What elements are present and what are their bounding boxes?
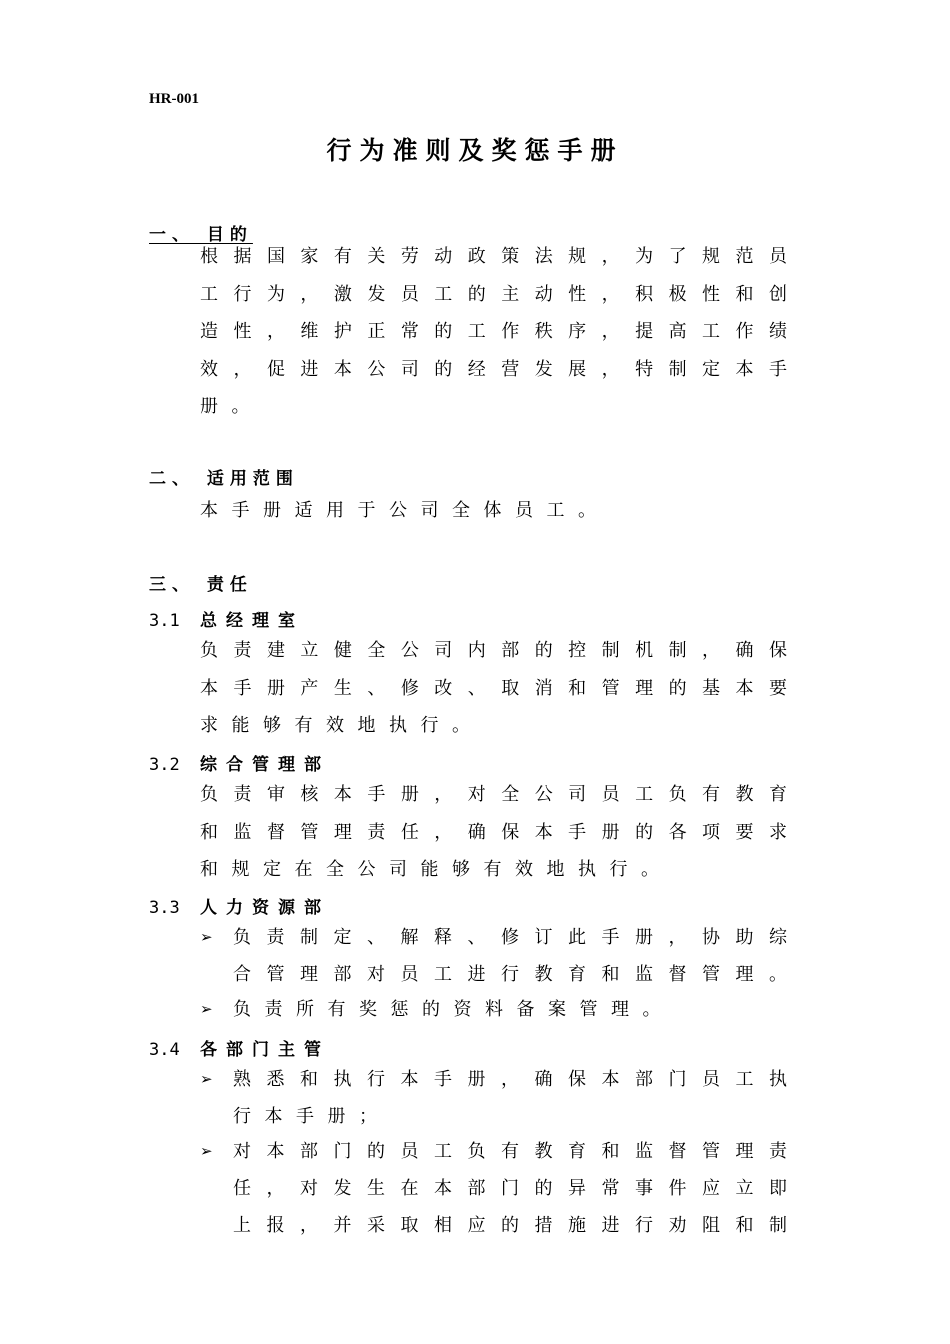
bullet-arrow-icon: ➢ [200, 1070, 213, 1088]
text-line: 造性，维护正常的工作秩序，提高工作绩 [200, 321, 788, 342]
subsection-heading-3-1 [149, 606, 304, 631]
subsection-3-1-body [200, 632, 788, 745]
subsection-heading-3-4 [149, 1035, 330, 1060]
text-line: 上报，并采取相应的措施进行劝阻和制 [233, 1215, 788, 1236]
bullet-item [200, 1133, 788, 1244]
text-line: 熟悉和执行本手册，确保本部门员工执 [233, 1069, 788, 1090]
document-title: 行为准则及奖惩手册 [326, 136, 624, 165]
subsection-number: 3.2 [149, 755, 180, 775]
text-line: 求能够有效地执行。 [200, 715, 484, 736]
text-line: 效，促进本公司的经营发展，特制定本手 [200, 358, 788, 380]
text-line: 任，对发生在本部门的异常事件应立即 [233, 1178, 788, 1199]
subsection-title: 综合管理部 [200, 755, 330, 775]
document-code: HR-001 [149, 91, 199, 107]
bullet-arrow-icon: ➢ [200, 1000, 213, 1018]
text-line: 工行为，激发员工的主动性，积极性和创 [200, 283, 788, 305]
text-line: 和规定在全公司能够有效地执行。 [200, 859, 673, 880]
subsection-number: 3.3 [149, 898, 180, 918]
bullet-item [200, 919, 788, 993]
text-line: 负责建立健全公司内部的控制机制，确保 [200, 640, 788, 661]
text-line: 和监督管理责任，确保本手册的各项要求 [200, 821, 788, 843]
subsection-title: 各部门主管 [200, 1040, 330, 1060]
subsection-heading-3-3 [149, 893, 330, 918]
section-heading-responsibility: 三、 责任 [149, 575, 253, 595]
bullet-arrow-icon: ➢ [200, 1142, 213, 1160]
section-heading-scope: 二、 适用范围 [149, 469, 299, 489]
text-line: 根据国家有关劳动政策法规，为了规范员 [200, 246, 788, 267]
bullet-item [200, 991, 788, 1028]
text-line: 负责所有奖惩的资料备案管理。 [233, 999, 674, 1020]
text-line: 负责制定、解释、修订此手册，协助综 [233, 927, 788, 948]
text-line: 负责审核本手册，对全公司员工负有教育 [200, 784, 788, 805]
bullet-item [200, 1061, 788, 1135]
subsection-heading-3-2 [149, 750, 330, 775]
subsection-title: 人力资源部 [200, 898, 330, 918]
subsection-number: 3.4 [149, 1040, 180, 1060]
section-scope-body: 本手册适用于公司全体员工。 [200, 500, 610, 521]
section-purpose-body [200, 238, 788, 426]
subsection-title: 总经理室 [200, 611, 304, 631]
text-line: 对本部门的员工负有教育和监督管理责 [233, 1141, 788, 1162]
text-line: 本手册产生、修改、取消和管理的基本要 [200, 677, 788, 699]
text-line: 册。 [200, 396, 263, 417]
text-line: 行本手册； [233, 1106, 391, 1127]
section-heading-purpose: 一、 目的 [149, 225, 253, 245]
bullet-arrow-icon: ➢ [200, 928, 213, 946]
subsection-number: 3.1 [149, 611, 180, 631]
subsection-3-2-body [200, 776, 788, 889]
text-line: 合管理部对员工进行教育和监督管理。 [233, 964, 788, 985]
